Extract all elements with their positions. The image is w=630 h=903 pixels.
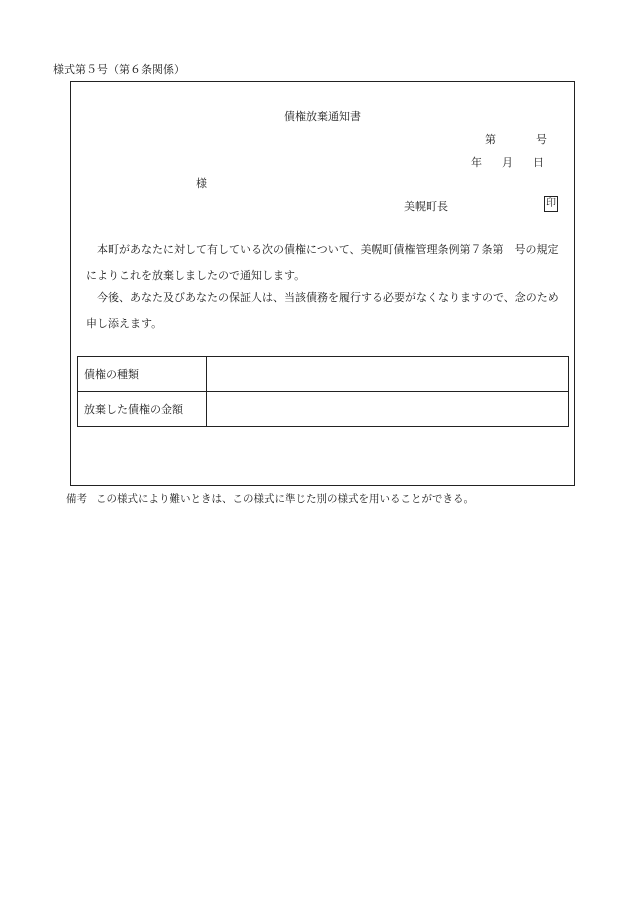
claim-type-value <box>207 357 569 392</box>
form-label: 様式第５号（第６条関係） <box>53 63 185 76</box>
date-day: 日 <box>533 156 544 169</box>
remark-label: 備考 <box>66 493 87 505</box>
table-row <box>78 392 569 427</box>
document-number <box>485 131 547 147</box>
claim-type-label: 債権の種類 <box>78 357 207 392</box>
waived-amount-value <box>207 392 569 427</box>
date-year: 年 <box>471 156 482 169</box>
document-title: 債権放棄通知書 <box>284 110 361 123</box>
remark-text: この様式により難いときは、この様式に準じた別の様式を用いることができる。 <box>96 493 474 505</box>
claim-table <box>77 356 569 427</box>
remark <box>66 491 474 506</box>
addressee: 様 <box>196 177 207 190</box>
waived-amount-label: 放棄した債権の金額 <box>78 392 207 427</box>
issuer: 美幌町長 <box>404 200 448 213</box>
body-paragraph-2: 今後、あなた及びあなたの保証人は、当該債務を履行する必要がなくなりますので、念のため申し添えます。 <box>86 291 559 330</box>
number-prefix: 第 <box>485 133 496 146</box>
document-date <box>471 154 544 170</box>
table-row <box>78 357 569 392</box>
notice-frame <box>70 81 575 486</box>
body-paragraph-1: 本町があなたに対して有している次の債権について、美幌町債権管理条例第７条第 号の規定によりこれを放棄しましたので通知します。 <box>86 243 559 282</box>
number-suffix: 号 <box>536 133 547 146</box>
date-month: 月 <box>502 156 513 169</box>
seal-mark: 印 <box>544 196 558 212</box>
